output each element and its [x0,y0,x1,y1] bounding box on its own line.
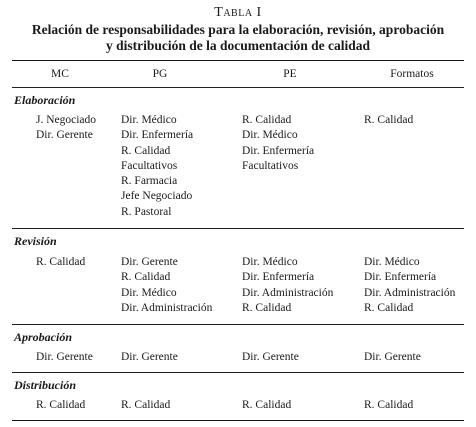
revision-formatos-cell [364,255,455,316]
list-item: R. Calidad [364,399,414,411]
section-title-revision: Revisión [14,234,57,248]
list-item: J. Negociado [36,114,97,126]
table-title [10,22,466,54]
list-item: Dir. Médico [121,114,177,126]
aprobacion-pg-cell [121,350,178,365]
list-item: Dir. Gerente [121,351,178,363]
section-title-aprobacion: Aprobación [14,330,73,344]
list-item: Dir. Enfermería [364,271,437,284]
column-header-pg: PG [152,68,168,80]
list-item: Dir. Gerente [121,256,178,268]
list-item: R. Calidad [364,301,414,314]
aprobacion-mc-cell [36,350,93,365]
list-item: Dir. Enfermería [242,271,315,284]
aprobacion-pe-cell [242,350,299,365]
list-item: Dir. Médico [242,129,298,142]
list-item: Dir. Enfermería [121,129,194,142]
list-item: Dir. Gerente [364,351,421,363]
elaboracion-mc-cell [36,113,96,144]
revision-mc-cell [36,255,85,270]
column-header-formatos: Formatos [390,68,434,80]
list-item: Jefe Negociado [121,190,193,203]
distribucion-pe-cell [242,398,291,413]
list-item: Dir. Médico [364,256,420,268]
list-item: Dir. Administración [242,286,334,299]
column-header-pe: PE [283,68,297,80]
table-title-line-1: Relación de responsabilidades para la elaboración, revisión, aprobación [31,22,445,37]
list-item: R. Pastoral [121,205,172,218]
list-item: Facultativos [121,159,178,172]
list-item: Dir. Médico [242,256,298,268]
list-item: Dir. Administración [121,301,213,314]
aprobacion-formatos-cell [364,350,421,365]
column-header-mc: MC [51,68,69,80]
list-item: R. Calidad [36,399,86,411]
list-item: Dir. Gerente [36,129,93,142]
bottom-rule [12,420,464,421]
list-item: R. Calidad [121,271,171,284]
list-item: Dir. Gerente [242,351,299,363]
list-item: R. Calidad [121,399,171,411]
table-title-line-2: y distribución de la documentación de calidad [105,38,371,53]
top-rule [12,60,464,61]
header-rule [12,87,464,88]
section-rule-3 [12,372,464,373]
list-item: R. Calidad [242,301,292,314]
section-title-distribucion: Distribución [14,378,77,392]
list-item: R. Calidad [242,399,292,411]
revision-pe-cell [242,255,333,316]
list-item: R. Calidad [36,256,86,268]
list-item: Dir. Administración [364,286,456,299]
section-rule-2 [12,324,464,325]
list-item: Dir. Gerente [36,351,93,363]
list-item: R. Calidad [121,144,171,157]
section-rule-1 [12,228,464,229]
list-item: Dir. Enfermería [242,144,315,157]
distribucion-formatos-cell [364,398,413,413]
list-item: R. Farmacia [121,175,178,188]
elaboracion-pg-cell [121,113,193,220]
distribucion-mc-cell [36,398,85,413]
list-item: R. Calidad [364,114,414,126]
section-title-elaboracion: Elaboración [14,93,76,107]
elaboracion-pe-cell [242,113,314,174]
table-label: Tabla I [214,5,262,20]
list-item: R. Calidad [242,114,292,126]
distribucion-pg-cell [121,398,170,413]
revision-pg-cell [121,255,212,316]
list-item: Facultativos [242,159,299,172]
elaboracion-formatos-cell [364,113,413,128]
list-item: Dir. Médico [121,286,177,299]
